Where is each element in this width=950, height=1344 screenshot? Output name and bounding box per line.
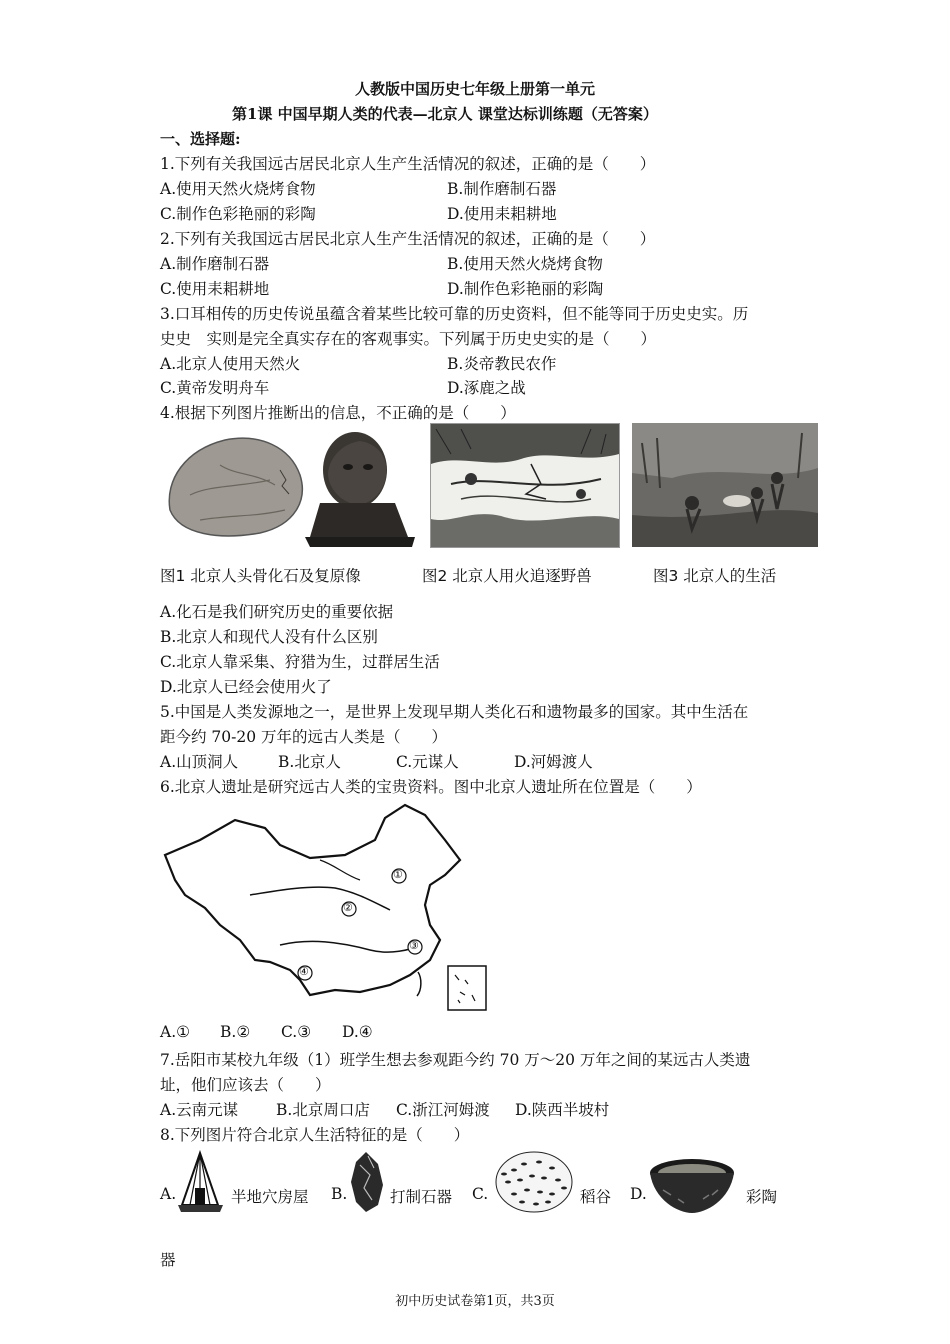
q2-option-a[interactable]: A.制作磨制石器 — [160, 255, 270, 273]
q7-option-c[interactable]: C.浙江河姆渡 — [396, 1101, 490, 1119]
map-marker-2: ② — [343, 901, 353, 914]
q1-option-b[interactable]: B.制作磨制石器 — [447, 180, 557, 198]
map-marker-4: ④ — [299, 965, 309, 978]
q1-option-d[interactable]: D.使用耒耜耕地 — [447, 205, 557, 223]
figure-3-caption: 图3 北京人的生活 — [653, 567, 777, 585]
q6-option-b[interactable]: B.② — [220, 1023, 251, 1041]
q4-option-b[interactable]: B.北京人和现代人没有什么区别 — [160, 628, 378, 646]
q8-option-b-label: 打制石器 — [390, 1188, 453, 1206]
q5-option-a[interactable]: A.山顶洞人 — [160, 753, 239, 771]
q3-option-d[interactable]: D.涿鹿之战 — [447, 379, 526, 397]
q6-option-d[interactable]: D.④ — [342, 1023, 373, 1041]
page-footer: 初中历史试卷第1页，共3页 — [395, 1294, 555, 1309]
china-map — [160, 800, 495, 1015]
q8-option-a-label: 半地穴房屋 — [231, 1188, 309, 1206]
chipped-stone-tool-image — [348, 1150, 386, 1214]
doc-title: 人教版中国历史七年级上册第一单元 — [354, 80, 595, 98]
q8-option-c-letter[interactable]: C. — [472, 1185, 489, 1203]
q4-option-a[interactable]: A.化石是我们研究历史的重要依据 — [160, 603, 394, 621]
q3-stem-line2: 史史 实则是完全真实存在的客观事实。下列属于历史史实的是（ ） — [160, 330, 657, 348]
q8-option-d-letter[interactable]: D. — [630, 1185, 647, 1203]
q6-option-c[interactable]: C.③ — [281, 1023, 312, 1041]
q2-stem: 2.下列有关我国远古居民北京人生产生活情况的叙述，正确的是（ ） — [160, 230, 656, 248]
q8-option-d-label-tail: 器 — [160, 1251, 176, 1269]
q3-stem-line1: 3.口耳相传的历史传说虽蕴含着某些比较可靠的历史资料，但不能等同于历史史实。历 — [160, 305, 749, 323]
q7-option-a[interactable]: A.云南元谋 — [160, 1101, 239, 1119]
painted-pottery-image — [648, 1155, 736, 1215]
q5-option-c[interactable]: C.元谋人 — [396, 753, 459, 771]
q6-stem: 6.北京人遗址是研究远古人类的宝贵资料。图中北京人遗址所在位置是（ ） — [160, 778, 702, 796]
q5-option-d[interactable]: D.河姆渡人 — [514, 753, 593, 771]
q3-option-b[interactable]: B.炎帝教民农作 — [447, 355, 557, 373]
q4-stem: 4.根据下列图片推断出的信息，不正确的是（ ） — [160, 404, 516, 422]
figure-3-peking-man-life — [632, 423, 818, 547]
q7-option-b[interactable]: B.北京周口店 — [276, 1101, 370, 1119]
q4-option-c[interactable]: C.北京人靠采集、狩猎为生，过群居生活 — [160, 653, 440, 671]
q6-option-a[interactable]: A.① — [160, 1023, 191, 1041]
figure-2-fire-hunt — [430, 423, 620, 548]
q8-option-d-label: 彩陶 — [746, 1188, 778, 1206]
q1-option-a[interactable]: A.使用天然火烧烤食物 — [160, 180, 316, 198]
q3-option-c[interactable]: C.黄帝发明舟车 — [160, 379, 270, 397]
q8-option-a-letter[interactable]: A. — [160, 1185, 177, 1203]
q7-stem-line1: 7.岳阳市某校九年级（1）班学生想去参观距今约 70 万～20 万年之间的某远古人类遗 — [160, 1051, 751, 1069]
map-marker-3: ③ — [409, 939, 419, 952]
q5-stem-line2: 距今约 70-20 万年的远古人类是（ ） — [160, 728, 448, 746]
rice-grains-image — [494, 1150, 574, 1215]
figure-2-caption: 图2 北京人用火追逐野兽 — [422, 567, 592, 585]
q1-option-c[interactable]: C.制作色彩艳丽的彩陶 — [160, 205, 316, 223]
q2-option-b[interactable]: B.使用天然火烧烤食物 — [447, 255, 603, 273]
figure-1-skull-bust — [160, 425, 422, 550]
q7-option-d[interactable]: D.陕西半坡村 — [515, 1101, 610, 1119]
q7-stem-line2: 址，他们应该去（ ） — [160, 1076, 331, 1094]
q8-option-b-letter[interactable]: B. — [331, 1185, 348, 1203]
figure-1-caption: 图1 北京人头骨化石及复原像 — [160, 567, 361, 585]
q2-option-c[interactable]: C.使用耒耜耕地 — [160, 280, 270, 298]
q1-stem: 1.下列有关我国远古居民北京人生产生活情况的叙述，正确的是（ ） — [160, 155, 656, 173]
q8-stem: 8.下列图片符合北京人生活特征的是（ ） — [160, 1126, 470, 1144]
q4-option-d[interactable]: D.北京人已经会使用火了 — [160, 678, 332, 696]
q8-option-c-label: 稻谷 — [580, 1188, 612, 1206]
q5-option-b[interactable]: B.北京人 — [278, 753, 341, 771]
q3-option-a[interactable]: A.北京人使用天然火 — [160, 355, 301, 373]
section-heading: 一、选择题: — [160, 130, 241, 148]
q5-stem-line1: 5.中国是人类发源地之一，是世界上发现早期人类化石和遗物最多的国家。其中生活在 — [160, 703, 749, 721]
lesson-title: 第1课 中国早期人类的代表—北京人 课堂达标训练题（无答案） — [232, 105, 658, 123]
half-cave-house-image — [178, 1150, 223, 1215]
q2-option-d[interactable]: D.制作色彩艳丽的彩陶 — [447, 280, 604, 298]
map-marker-1: ① — [393, 868, 403, 881]
